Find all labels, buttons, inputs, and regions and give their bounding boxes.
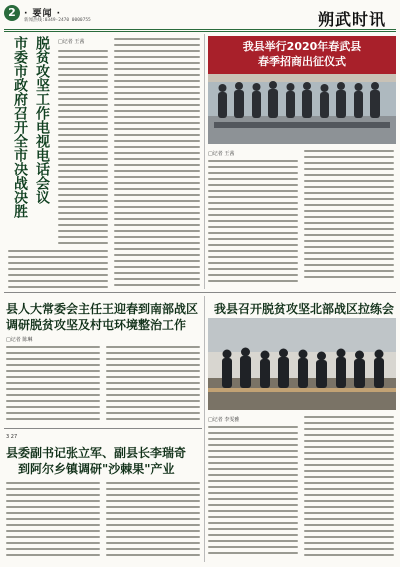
hotline-text: 新闻热线:0349-2470 0000755 (24, 18, 91, 23)
masthead-rule-thin (4, 31, 396, 32)
investigate-byline: □记者 陈琳 (6, 337, 33, 343)
poverty-byline: □记者 王茜 (58, 39, 85, 45)
column-divider (204, 34, 205, 289)
investigate-headline-line1: 县人大常委会主任王迎春到南部战区 (6, 302, 199, 316)
page-number: 2 (4, 5, 20, 21)
poverty-headline-col1: 脱贫攻坚工作电视电话会议 (34, 36, 50, 204)
section-divider-1 (4, 292, 396, 293)
sand-tag: 3 27 (6, 434, 18, 440)
poverty-headline-col2: 市委市政府召开全市决战决胜 (12, 36, 28, 218)
rally-photo-image (208, 318, 396, 410)
investigate-headline-line2: 调研脱贫攻坚及村屯环境整治工作 (6, 318, 187, 332)
recruit-banner-line2: 春季招商出征仪式 (258, 55, 346, 68)
recruit-byline: □记者 王茜 (208, 151, 235, 157)
rally-headline: 我县召开脱贫攻坚北部战区拉练会 (214, 302, 395, 316)
recruit-banner-line1: 我县举行2020年春武县 (242, 40, 362, 53)
recruit-photo (208, 36, 396, 144)
section-label: · 要闻 · (24, 9, 62, 19)
column-divider-lower (204, 296, 205, 562)
rally-byline: □记者 李雯雅 (208, 417, 240, 423)
newspaper-brand: 朔武时讯 (318, 10, 387, 29)
section-divider-2 (4, 428, 202, 429)
masthead-rule (4, 29, 396, 30)
sand-headline-line2: 到阿尔乡镇调研"沙棘果"产业 (18, 462, 175, 476)
rally-photo (208, 318, 396, 410)
sand-headline-line1: 县委副书记张立军、副县长李瑞奇 (6, 446, 187, 460)
